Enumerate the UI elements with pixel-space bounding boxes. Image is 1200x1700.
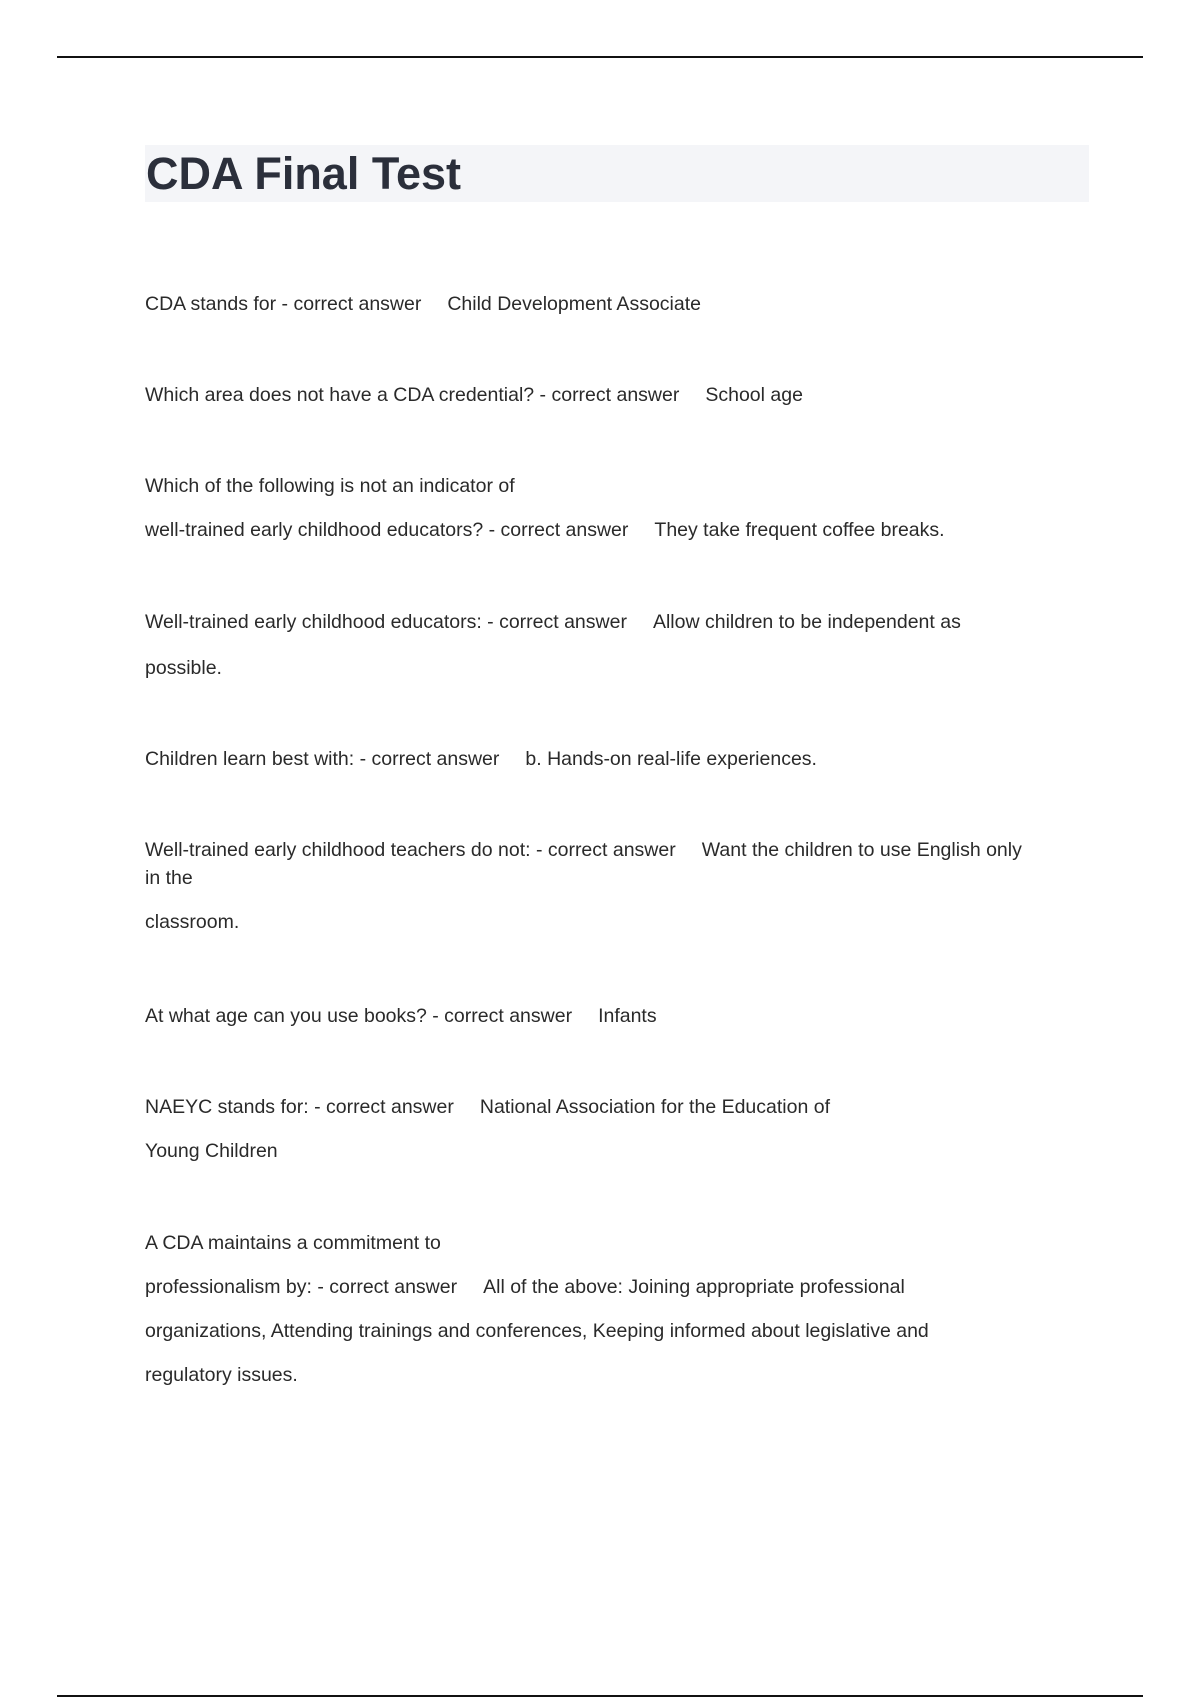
- document-title: CDA Final Test: [146, 148, 462, 199]
- top-rule: [57, 56, 1143, 58]
- qa-line: [145, 864, 1022, 892]
- answer-text: Child Development Associate: [447, 293, 701, 315]
- question-text: Well-trained early childhood teachers do not: - correct answer: [145, 839, 676, 861]
- qa-item: [145, 381, 803, 409]
- qa-item: [145, 608, 961, 682]
- qa-item: [145, 290, 701, 318]
- qa-line: [145, 1093, 830, 1121]
- question-text: At what age can you use books? - correct answer: [145, 1005, 573, 1027]
- bottom-rule: [57, 1695, 1143, 1697]
- qa-line: [145, 1002, 657, 1030]
- qa-line: [145, 654, 961, 682]
- question-text: Children learn best with: - correct answer: [145, 748, 500, 770]
- answer-text: School age: [705, 384, 803, 406]
- qa-line: [145, 472, 945, 500]
- question-text: Which area does not have a CDA credential? - correct answer: [145, 384, 680, 406]
- qa-line: [145, 290, 701, 318]
- answer-text: organizations, Attending trainings and conferences, Keeping informed about legislative and: [145, 1320, 929, 1342]
- answer-text: classroom.: [145, 911, 240, 933]
- qa-line: [145, 516, 945, 544]
- qa-line: [145, 1137, 830, 1165]
- qa-item: [145, 1229, 929, 1389]
- question-text: professionalism by: - correct answer: [145, 1276, 458, 1298]
- qa-line: [145, 908, 1022, 936]
- answer-text: All of the above: Joining appropriate professional: [483, 1276, 905, 1298]
- answer-text: National Association for the Education of: [479, 1096, 830, 1118]
- answer-text: b. Hands-on real-life experiences.: [525, 748, 817, 770]
- question-text: Which of the following is not an indicator of: [145, 475, 515, 497]
- qa-item: [145, 1093, 830, 1165]
- answer-text: in the: [145, 867, 193, 889]
- qa-line: [145, 1229, 929, 1257]
- qa-item: [145, 1002, 657, 1030]
- answer-text: Want the children to use English only: [701, 839, 1022, 861]
- qa-line: [145, 1361, 929, 1389]
- qa-line: [145, 1317, 929, 1345]
- answer-text: Infants: [598, 1005, 657, 1027]
- qa-line: [145, 1273, 929, 1301]
- question-text: A CDA maintains a commitment to: [145, 1232, 441, 1254]
- question-text: CDA stands for - correct answer: [145, 293, 422, 315]
- question-text: well-trained early childhood educators? - correct answer: [145, 519, 629, 541]
- qa-item: [145, 836, 1022, 936]
- question-text: NAEYC stands for: - correct answer: [145, 1096, 454, 1118]
- qa-item: [145, 472, 945, 544]
- qa-line: [145, 745, 817, 773]
- question-text: Well-trained early childhood educators: - correct answer: [145, 611, 627, 633]
- qa-line: [145, 608, 961, 636]
- answer-text: possible.: [145, 657, 222, 679]
- qa-line: [145, 381, 803, 409]
- answer-text: They take frequent coffee breaks.: [654, 519, 945, 541]
- qa-item: [145, 745, 817, 773]
- answer-text: Allow children to be independent as: [652, 611, 961, 633]
- answer-text: regulatory issues.: [145, 1364, 298, 1386]
- answer-text: Young Children: [145, 1140, 278, 1162]
- qa-line: [145, 836, 1022, 864]
